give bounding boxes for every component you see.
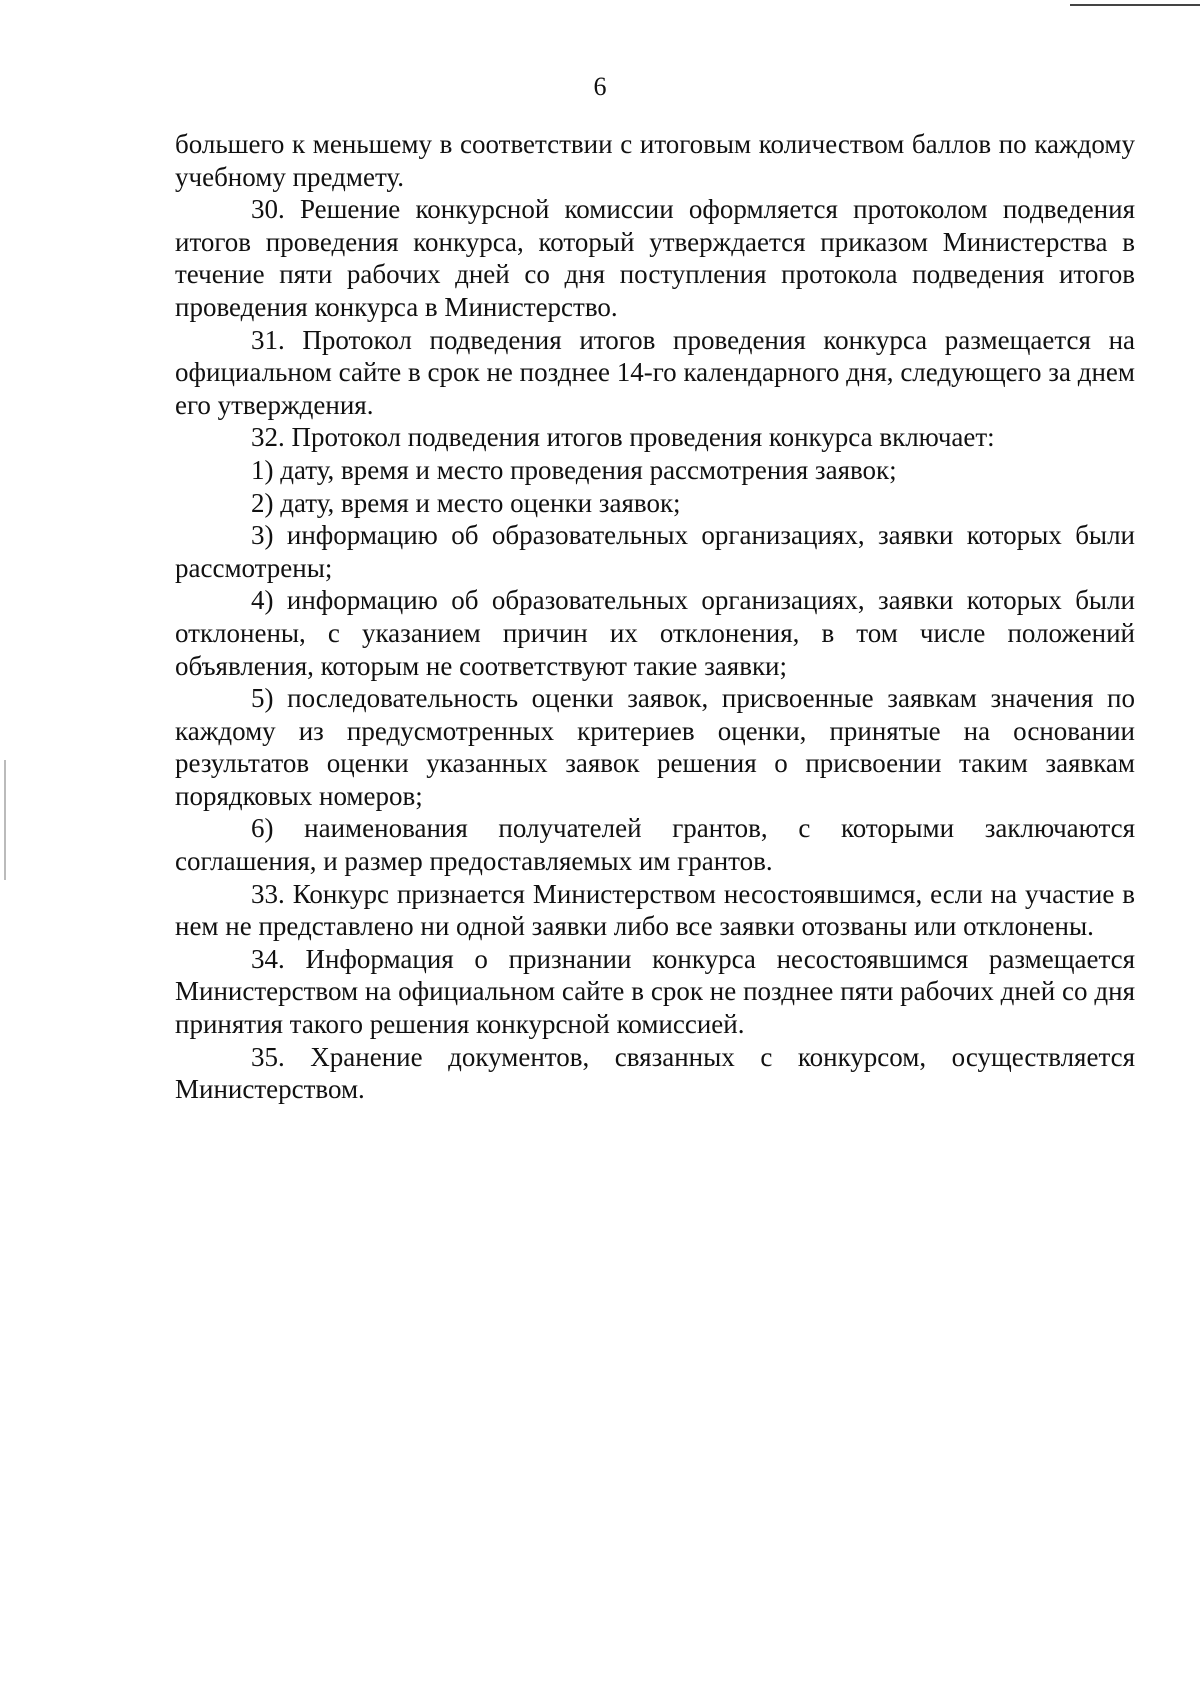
list-item-6: 6) наименования получателей грантов, с которыми заключаются соглашения, и размер предоставляемых им грантов.: [175, 813, 1135, 877]
list-item-1: 1) дату, время и место проведения рассмотрения заявок;: [251, 454, 897, 485]
paragraph-33: 33. Конкурс признается Министерством несостоявшимся, если на участие в нем не представлено ни одной заявки либо все заявки отозваны или отклонены.: [175, 878, 1135, 942]
list-item-2: 2) дату, время и место оценки заявок;: [251, 487, 681, 518]
paragraph-30: 30. Решение конкурсной комиссии оформляется протоколом подведения итогов проведения конкурса, который утверждается приказом Министерства в течение пяти рабочих дней со дня поступления протокола подведения итогов проведения конкурса в Министерство.: [175, 194, 1135, 322]
list-item-3: 3) информацию об образовательных организациях, заявки которых были рассмотрены;: [175, 520, 1135, 583]
paragraph-31: 31. Протокол подведения итогов проведения конкурса размещается на официальном сайте в срок не позднее 14-го календарного дня, следующего за днем его утверждения.: [175, 324, 1135, 420]
paragraph-continuation: большего к меньшему в соответствии с итоговым количеством баллов по каждому учебному предмету.: [175, 129, 1135, 192]
paragraph-35: 35. Хранение документов, связанных с конкурсом, осуществляется Министерством.: [175, 1041, 1135, 1105]
scan-margin-mark: [4, 760, 6, 880]
page-number: 6: [593, 72, 607, 101]
list-item-5: 5) последовательность оценки заявок, присвоенные заявкам значения по каждому из предусмотренных критериев оценки, принятые на основании результатов оценки указанных заявок решения о присвоении таким заявкам порядковых номеров;: [175, 683, 1135, 811]
document-body: [175, 128, 1135, 1106]
list-item-4: 4) информацию об образовательных организациях, заявки которых были отклонены, с указанием причин их отклонения, в том числе положений объявления, которым не соответствуют такие заявки;: [175, 585, 1135, 681]
scan-edge-line: [1070, 4, 1200, 6]
paragraph-34: 34. Информация о признании конкурса несостоявшимся размещается Министерством на официальном сайте в срок не позднее пяти рабочих дней со дня принятия такого решения конкурсной комиссией.: [175, 943, 1135, 1040]
paragraph-32: 32. Протокол подведения итогов проведения конкурса включает:: [251, 422, 995, 453]
